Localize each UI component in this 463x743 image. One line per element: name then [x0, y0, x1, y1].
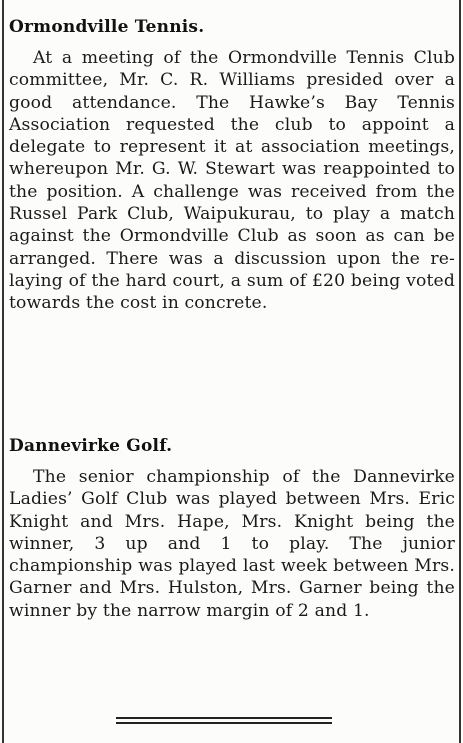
section-divider [116, 717, 332, 727]
article-body: The senior championship of the Dannevirke Ladies’ Golf Club was played between Mrs. Eric Knight and Mrs. Hape, Mrs. Knight being the winner, 3 up and 1 to play. The junior championship was played last week between Mrs. Garner and Mrs. Hulston, Mrs. Garner being the winner by the narrow margin of 2 and 1. [9, 467, 455, 621]
column-rule-left [2, 0, 4, 743]
divider-line [116, 722, 332, 724]
article-heading: Dannevirke Golf. [9, 436, 173, 456]
article-body: At a meeting of the Ormondville Tennis Club committee, Mr. C. R. Williams presided over a good attendance. The Hawke’s Bay Tennis Association requested the club to appoint a delegate to represent it at association meetings, whereupon Mr. G. W. Stewart was reappointed to the position. A challenge was received from the Russel Park Club, Waipukurau, to play a match against the Ormondville Club as soon as can be arranged. There was a discussion upon the re-laying of the hard court, a sum of £20 being voted towards the cost in concrete. [9, 48, 455, 314]
divider-line [116, 717, 332, 719]
article-dannevirke-golf [9, 435, 455, 622]
article-heading: Ormondville Tennis. [9, 17, 205, 37]
column-rule-right [459, 0, 461, 743]
article-ormondville-tennis [9, 16, 455, 315]
